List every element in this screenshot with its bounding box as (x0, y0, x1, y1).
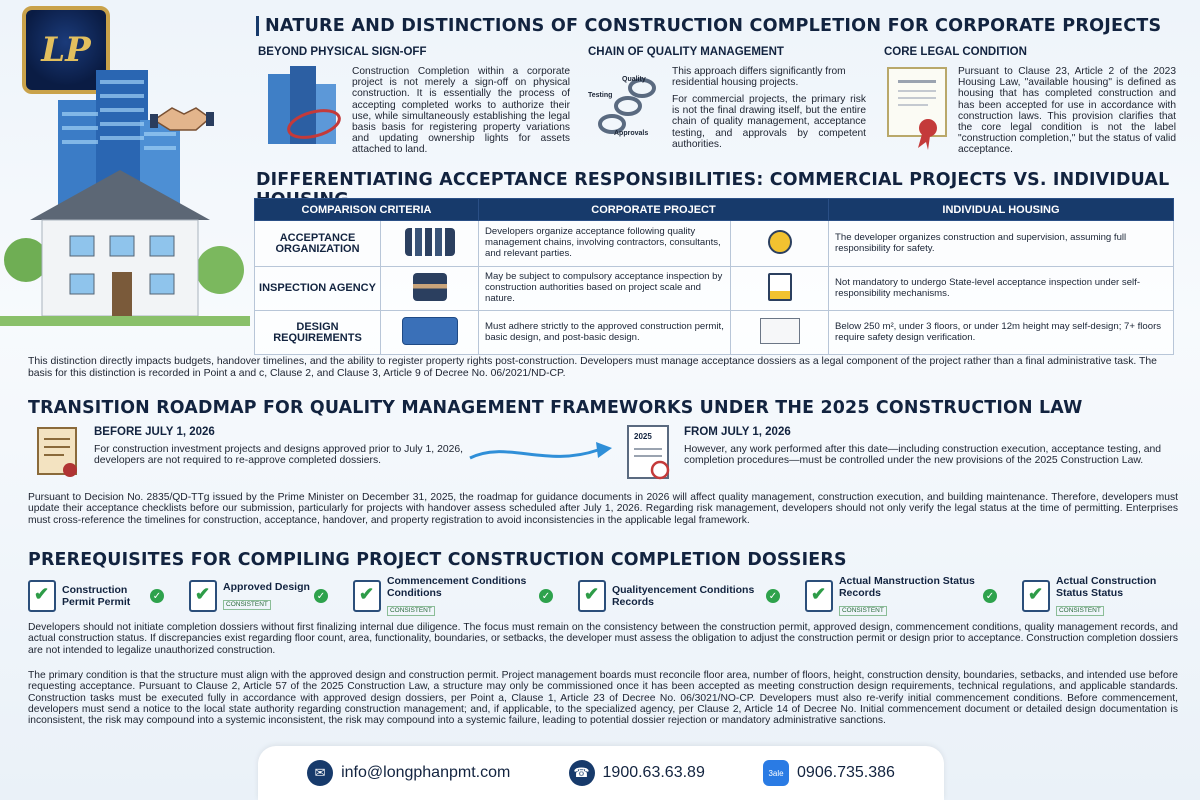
prereq-item (1022, 575, 1188, 614)
consistent-tag: CONSISTENT (1056, 606, 1104, 616)
phone-contact[interactable] (569, 760, 705, 786)
prereq-label: Actual Manstruction Status Records (838, 575, 975, 599)
section1-title: NATURE AND DISTINCTIONS OF CONSTRUCTION COMPLETION FOR CORPORATE PROJECTS (256, 16, 1161, 36)
prereq-label: Qualityencement Conditions Records (611, 584, 755, 608)
consistent-tag: CONSISTENT (387, 606, 435, 616)
row3-corporate: Must adhere strictly to the approved construction permit, basic design, and post-basic design. (479, 311, 731, 355)
section4-title: PREREQUISITES FOR COMPILING PROJECT CONSTRUCTION COMPLETION DOSSIERS (28, 550, 847, 570)
prereq-item (353, 575, 553, 614)
col1-heading: BEYOND PHYSICAL SIGN-OFF (258, 46, 427, 58)
phone-icon: ☎ (569, 760, 595, 786)
prereq-label: Commencement Conditions Conditions (386, 575, 527, 599)
before-text: For construction investment projects and designs approved prior to July 1, 2026, developers are not required to re-approve completed dossiers. (94, 444, 464, 467)
before-heading: BEFORE JULY 1, 2026 (94, 426, 215, 438)
table-row (255, 267, 1174, 311)
prereq-item (578, 578, 780, 614)
table-row (255, 221, 1174, 267)
section4-para2: The primary condition is that the structure must align with the approved design and construction permit. Project management boards must reconcile floor area, number of floors, height, construction density, boundaries, setbacks, and intended use before requesting acceptance. Pursuant to Clause 2, Article 57 of the 2025 Construction Law, a structure may only be commissioned once it has been accepted as meeting construction design requirements, technical regulations, and applicable standards. Construction tasks must be executed fully in accordance with approved design dossiers, per Point a, Clause 1, Article 23 of Decree No. 06/3021/NO-CP. Developers must also re-verify initial commencement conditions. Before commencement, developers must send a notice to the local state authority regarding construction management; and, if applicable, to the specialized agency, per Clause 2, Article 14 of Decree No. Initial commencement document or detailed design documentation is inconsistent, the risk may compound into a systemic inconsistent, the risk may compound into a systemic failure, leading to potential dossier rejection or mandatory administrative sanctions. (28, 670, 1178, 727)
arrow-icon (466, 434, 614, 474)
section2-title: DIFFERENTIATING ACCEPTANCE RESPONSIBILITIES: COMMERCIAL PROJECTS VS. INDIVIDUAL (256, 170, 1170, 190)
document-year-label: 2025 (634, 432, 652, 441)
scroll-document-icon (32, 424, 84, 484)
table-header-row (255, 199, 1174, 221)
building-stamp-icon (258, 64, 346, 148)
handshake-icon (150, 98, 214, 138)
after-heading: FROM JULY 1, 2026 (684, 426, 791, 438)
prereq-label: Actual Construction Status Status (1055, 575, 1157, 599)
check-circle-icon: ✓ (314, 589, 328, 603)
row3-individual: Below 250 m², under 3 floors, or under 12m height may self-design; 7+ floors require safety design verification. (829, 311, 1174, 355)
col3-heading: CORE LEGAL CONDITION (884, 46, 1027, 58)
header-individual: INDIVIDUAL HOUSING (829, 199, 1174, 221)
phone-text[interactable]: 1900.63.63.89 (602, 764, 705, 781)
row2-criteria: INSPECTION AGENCY (255, 267, 381, 311)
chain-label-approvals: Approvals (614, 130, 649, 137)
certificate-icon (884, 64, 954, 150)
row2-corporate: May be subject to compulsory acceptance inspection by construction authorities based on project scale and nature. (479, 267, 731, 311)
house-sketch-icon (731, 311, 829, 355)
prereq-item (189, 578, 328, 614)
contact-footer (258, 746, 944, 800)
checked-document-icon (353, 580, 381, 612)
section3-title: TRANSITION ROADMAP FOR QUALITY MANAGEMENT FRAMEWORKS UNDER THE 2025 CONSTRUCTION LAW (28, 398, 1083, 418)
email-contact[interactable] (307, 760, 510, 786)
col1-text: Construction Completion within a corporate project is not merely a sign-off on physical construction. It is essentially the process of accepting completed works to authorize their use, while simultaneously establishing the legal basis basis for registering property variations and updating ownership lights for assets attached to land. (352, 66, 570, 156)
comparison-table (254, 198, 1174, 355)
check-circle-icon: ✓ (539, 589, 553, 603)
check-circle-icon: ✓ (150, 589, 164, 603)
email-text[interactable]: info@longphanpmt.com (341, 764, 511, 781)
row1-corporate: Developers organize acceptance following quality management chains, involving contractors, consultants, and relevant parties. (479, 221, 731, 267)
checked-document-icon (1022, 580, 1050, 612)
mail-icon: ✉ (307, 760, 333, 786)
checked-document-icon (805, 580, 833, 612)
check-circle-icon: ✓ (766, 589, 780, 603)
section4-para1: Developers should not initiate completion dossiers without first finalizing internal due diligence. The focus must remain on the consistency between the construction permit, approved design, commencement conditions, quality management records, and actual construction status. If discrepancies exist regarding floor count, area, functionality, boundaries, or setbacks, the developer must assess the obligation to adjust the construction permit or design prior to acceptance. Construction completion dossiers are not intended to legalize unauthorized construction. (28, 622, 1178, 656)
checklist-icon (731, 267, 829, 311)
prereq-label: Construction Permit Permit (62, 584, 131, 608)
team-icon (381, 221, 479, 267)
zalo-text[interactable]: 0906.735.386 (797, 764, 895, 781)
inspector-icon (381, 267, 479, 311)
check-circle-icon: ✓ (983, 589, 997, 603)
col2-text1: This approach differs significantly from residential housing projects. (672, 66, 846, 89)
after-text: However, any work performed after this date—including construction execution, acceptance testing, and completion procedures—must be controlled under the new provisions of the 2025 Construction Law. (684, 444, 1162, 467)
row1-individual: The developer organizes construction and supervision, assuming full responsibility for safety. (829, 221, 1174, 267)
checked-document-icon (578, 580, 606, 612)
logo-text: LP (41, 30, 91, 70)
col2-heading: CHAIN OF QUALITY MANAGEMENT (588, 46, 784, 58)
zalo-contact[interactable] (763, 760, 895, 786)
table-row (255, 311, 1174, 355)
header-corporate: CORPORATE PROJECT (479, 199, 829, 221)
col3-text: Pursuant to Clause 23, Article 2 of the 2023 Housing Law, "available housing" is defined as housing that has completed construction and has been accepted for use in accordance with construction laws. This provision clarifies that the core legal condition is not the label "construction completion," but the status of valid acceptance. (958, 66, 1176, 156)
prereq-label: Approved Design (223, 581, 310, 593)
row3-criteria: DESIGN REQUIREMENTS (255, 311, 381, 355)
chain-label-quality: Quality (622, 76, 646, 83)
chain-label-testing: Testing (588, 92, 613, 99)
blueprint-icon (381, 311, 479, 355)
header-criteria: COMPARISON CRITERIA (255, 199, 479, 221)
checked-document-icon (189, 580, 217, 612)
col2-text2: For commercial projects, the primary risk is not the final drawing itself, but the entire chain of quality management, acceptance testing, and approvals by competent authorities. (672, 94, 866, 150)
row1-criteria: ACCEPTANCE ORGANIZATION (255, 221, 381, 267)
prereq-item (28, 578, 164, 614)
consistent-tag: CONSISTENT (839, 606, 887, 616)
zalo-icon: 3ale (763, 760, 789, 786)
section3-note: Pursuant to Decision No. 2835/QD-TTg issued by the Prime Minister on December 31, 2025, the roadmap for guidance documents in 2026 will affect quality management, construction execution, and building maintenance. Therefore, developers must update their acceptance checklists before our submission, particularly for projects with handover assess scheduled after July 1, 2026. Regarding risk management, developers should not only verify the legal status at the time of permitting. Enterprises must cross-reference the timelines for construction, acceptance, handover, and property registration to avoid inconsistencies in the applicable legal framework. (28, 492, 1178, 526)
worker-icon (731, 221, 829, 267)
checked-document-icon (28, 580, 56, 612)
consistent-tag: CONSISTENT (223, 600, 271, 610)
prereq-item (805, 575, 997, 614)
prerequisite-list (28, 575, 1188, 614)
section2-note: This distinction directly impacts budgets, handover timelines, and the ability to register property rights post-construction. Developers must manage acceptance dossiers as a legal component of the project rather than a final administrative task. The basis for this distinction is recorded in Point a and c, Clause 2, and Clause 3, Article 9 of Decree No. 06/2021/ND-CP. (28, 356, 1157, 379)
row2-individual: Not mandatory to undergo State-level acceptance inspection under self-responsibility mechanisms. (829, 267, 1174, 311)
